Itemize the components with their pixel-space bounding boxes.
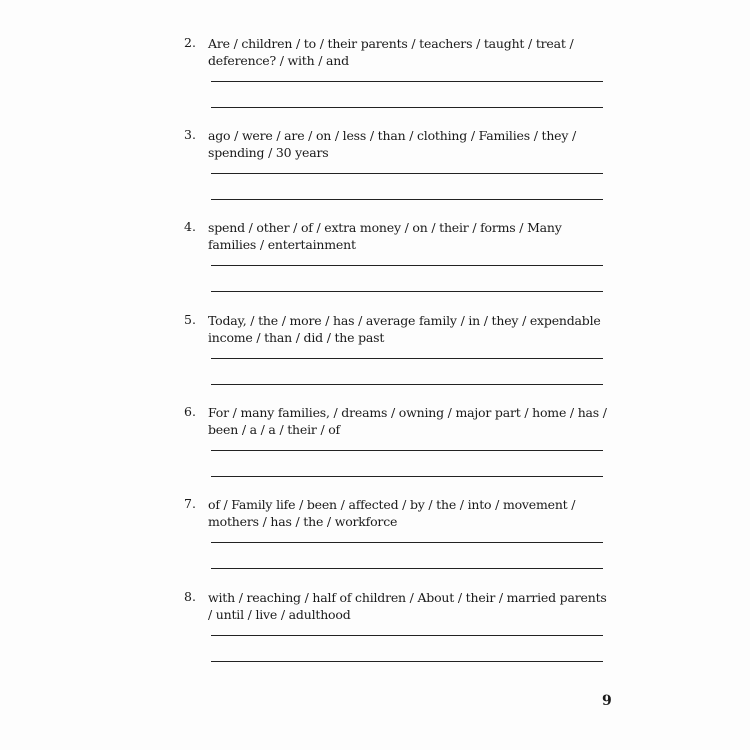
item-number: 4. xyxy=(184,219,196,234)
answer-line[interactable] xyxy=(211,81,603,82)
item-number: 6. xyxy=(184,404,196,419)
answer-line[interactable] xyxy=(211,450,603,451)
answer-line[interactable] xyxy=(211,173,603,174)
answer-line[interactable] xyxy=(211,568,603,569)
answer-line[interactable] xyxy=(211,358,603,359)
item-number: 5. xyxy=(184,312,196,327)
item-prompt: with / reaching / half of children / About / their / married parents / until / live / adulthood xyxy=(208,590,607,622)
item-number: 8. xyxy=(184,589,196,604)
item-prompt: of / Family life / been / affected / by / the / into / movement / mothers / has / the / workforce xyxy=(208,497,576,529)
item-number: 2. xyxy=(184,35,196,50)
answer-line[interactable] xyxy=(211,384,603,385)
answer-line[interactable] xyxy=(211,291,603,292)
answer-line[interactable] xyxy=(211,661,603,662)
item-prompt: Today, / the / more / has / average family / in / they / expendable income / than / did / the past xyxy=(208,313,601,345)
item-prompt: spend / other / of / extra money / on / their / forms / Many families / entertainment xyxy=(208,220,562,252)
page-number: 9 xyxy=(602,693,612,709)
item-number: 7. xyxy=(184,496,196,511)
answer-line[interactable] xyxy=(211,199,603,200)
answer-line[interactable] xyxy=(211,107,603,108)
item-number: 3. xyxy=(184,127,196,142)
answer-line[interactable] xyxy=(211,265,603,266)
item-prompt: ago / were / are / on / less / than / clothing / Families / they / spending / 30 years xyxy=(208,128,577,160)
answer-line[interactable] xyxy=(211,542,603,543)
item-prompt: Are / children / to / their parents / teachers / taught / treat / deference? / with / and xyxy=(208,36,574,68)
answer-line[interactable] xyxy=(211,476,603,477)
item-prompt: For / many families, / dreams / owning / major part / home / has / been / a / a / their / of xyxy=(208,405,607,437)
answer-line[interactable] xyxy=(211,635,603,636)
